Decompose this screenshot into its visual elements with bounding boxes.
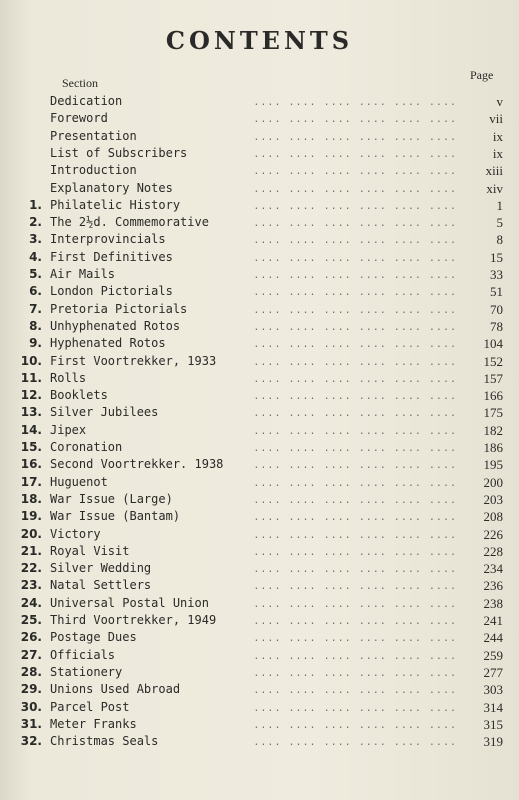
page-number: 314 [483,699,503,715]
page-number: 1 [496,197,503,213]
contents-row [18,475,503,492]
contents-row [18,146,503,163]
section-number: 19. [20,509,42,524]
section-number: 11. [20,370,42,385]
section-title: Officials [50,647,116,662]
page-number: 15 [490,249,503,265]
section-number: 8. [29,318,42,333]
section-title: War Issue (Large) [50,491,173,506]
section-title: Huguenot [50,474,108,489]
section-title: Silver Jubilees [50,405,159,420]
contents-row [18,405,503,422]
section-title: Jipex [50,422,87,437]
section-title: Presentation [50,128,137,143]
page-number: 5 [496,215,503,231]
dot-leader: .... .... .... .... .... .... [253,321,457,333]
dot-leader: .... .... .... .... .... .... [253,114,457,126]
page-number: 104 [483,336,503,352]
section-number: 25. [20,613,42,627]
contents-row [18,648,503,665]
section-title: Meter Franks [50,716,137,731]
contents-row [18,388,503,405]
section-column-header: Section [62,76,98,90]
section-title: Philatelic History [50,197,181,212]
dot-leader: .... .... .... .... .... .... [253,460,457,472]
dot-leader: .... .... .... .... .... .... [253,546,457,558]
dot-leader: .... .... .... .... .... .... [253,200,457,212]
section-number: 29. [20,682,42,697]
contents-row [18,250,503,267]
page-number: 259 [483,647,503,663]
page-number: xiii [485,163,503,179]
contents-row [18,129,503,146]
dot-leader: .... .... .... .... .... .... [253,667,457,679]
section-number: 31. [20,716,42,731]
page-number: 195 [483,457,503,473]
section-number: 20. [20,526,42,541]
page-number: ix [492,128,503,144]
page-number: 315 [483,716,503,732]
dot-leader: .... .... .... .... .... .... [253,529,457,541]
section-number: 1. [29,197,42,212]
page-number: 8 [496,232,503,248]
contents-row [18,371,503,388]
page-number: 234 [483,561,503,577]
dot-leader: .... .... .... .... .... .... [253,373,457,385]
section-number: 23. [20,578,42,593]
contents-row [18,440,503,457]
page-number: 303 [483,682,503,698]
dot-leader: .... .... .... .... .... .... [253,616,457,627]
section-number: 10. [20,353,42,368]
section-title: Dedication [50,94,123,108]
section-title: Interprovincials [50,232,166,247]
contents-row [18,284,503,301]
page-number: 228 [483,543,503,559]
page-number: 241 [483,613,503,628]
page-number: v [496,94,503,109]
contents-row [18,198,503,215]
section-number: 6. [29,284,42,299]
contents-row [18,561,503,578]
page-number: 175 [483,405,503,421]
dot-leader: .... .... .... .... .... .... [253,719,457,731]
dot-leader: .... .... .... .... .... .... [253,356,457,368]
page-number: 319 [483,734,503,750]
section-title: Foreword [50,111,108,126]
section-title: Second Voortrekker. 1938 [50,457,224,472]
dot-leader: .... .... .... .... .... .... [253,598,457,610]
contents-row [18,181,503,198]
page-number: 236 [483,578,503,594]
contents-row [18,111,503,128]
dot-leader: .... .... .... .... .... .... [253,581,457,593]
contents-row [18,544,503,561]
contents-row [18,232,503,249]
page-number: ix [492,145,503,161]
dot-leader: .... .... .... .... .... .... [253,131,457,143]
dot-leader: .... .... .... .... .... .... [253,512,457,524]
section-number: 5. [29,267,42,281]
page-number: 78 [490,318,503,334]
page-title: CONTENTS [165,26,354,55]
section-title: First Voortrekker, 1933 [50,353,217,368]
dot-leader: .... .... .... .... .... .... [253,685,457,697]
contents-row [18,319,503,336]
section-number: 17. [20,474,42,489]
section-title: Explanatory Notes [50,180,173,195]
section-title: Silver Wedding [50,561,152,576]
dot-leader: .... .... .... .... .... .... [253,633,457,645]
contents-row [18,267,503,284]
contents-row [18,457,503,474]
page-number: 244 [483,630,503,646]
section-title: War Issue (Bantam) [50,509,181,524]
dot-leader: .... .... .... .... .... .... [253,650,457,662]
dot-leader: .... .... .... .... .... .... [253,494,457,506]
page-number: vii [489,111,503,127]
page-number: 226 [483,526,503,542]
section-number: 15. [20,440,42,454]
contents-row [18,423,503,440]
section-title: Introduction [50,163,137,178]
section-title: Unions Used Abroad [50,682,181,697]
dot-leader: .... .... .... .... .... .... [253,183,457,195]
section-title: Coronation [50,440,123,454]
section-title: First Definitives [50,249,173,264]
section-title: London Pictorials [50,284,173,299]
section-number: 26. [20,630,42,645]
contents-row [18,717,503,734]
dot-leader: .... .... .... .... .... .... [253,304,457,316]
section-number: 14. [20,422,42,437]
section-title: Unhyphenated Rotos [50,318,181,333]
contents-row [18,215,503,232]
contents-row [18,630,503,647]
section-number: 12. [20,388,42,403]
section-number: 2. [29,215,42,230]
section-title: Booklets [50,388,108,403]
section-title: List of Subscribers [50,145,188,160]
contents-row [18,509,503,526]
page-column-header: Page [470,68,494,82]
section-title: Third Voortrekker, 1949 [50,613,217,627]
contents-row [18,596,503,613]
dot-leader: .... .... .... .... .... .... [253,408,457,420]
page-number: 186 [483,440,503,455]
dot-leader: .... .... .... .... .... .... [253,166,457,178]
page-number: 182 [483,422,503,438]
section-title: Parcel Post [50,699,130,714]
page-number: xiv [486,180,503,196]
section-number: 3. [29,232,42,247]
section-number: 22. [20,561,42,576]
dot-leader: .... .... .... .... .... .... [253,391,457,403]
dot-leader: .... .... .... .... .... .... [253,737,457,749]
page-number: 166 [483,388,503,404]
dot-leader: .... .... .... .... .... .... [253,235,457,247]
page-number: 157 [483,370,503,386]
contents-row [18,578,503,595]
dot-leader: .... .... .... .... .... .... [253,97,457,108]
section-number: 21. [20,543,42,558]
contents-row [18,336,503,353]
contents-row [18,527,503,544]
page-number: 277 [483,664,503,680]
dot-leader: .... .... .... .... .... .... [253,252,457,264]
dot-leader: .... .... .... .... .... .... [253,702,457,714]
section-number: 7. [29,301,42,316]
section-number: 28. [20,664,42,679]
section-title: Rolls [50,370,87,385]
section-title: Royal Visit [50,543,130,558]
page-number: 33 [490,267,503,282]
section-number: 9. [29,336,42,351]
contents-row [18,94,503,111]
section-title: Hyphenated Rotos [50,336,166,351]
page-number: 203 [483,491,503,507]
page-number: 200 [483,474,503,490]
page-number: 208 [483,509,503,525]
section-title: Universal Postal Union [50,595,209,610]
section-title: The 2½d. Commemorative [50,215,209,230]
contents-row [18,682,503,699]
section-title: Natal Settlers [50,578,152,593]
contents-row [18,665,503,682]
section-title: Stationery [50,664,123,679]
dot-leader: .... .... .... .... .... .... [253,218,457,230]
dot-leader: .... .... .... .... .... .... [253,564,457,576]
section-title: Pretoria Pictorials [50,301,188,316]
section-title: Victory [50,526,101,541]
section-number: 13. [20,405,42,420]
section-title: Postage Dues [50,630,137,645]
section-number: 30. [20,699,42,714]
contents-row [18,354,503,371]
dot-leader: .... .... .... .... .... .... [253,270,457,281]
contents-row [18,302,503,319]
contents-row [18,492,503,509]
section-number: 16. [20,457,42,472]
page-number: 238 [483,595,503,611]
section-number: 18. [20,491,42,506]
page-number: 51 [490,284,503,300]
section-title: Christmas Seals [50,734,159,749]
page-number: 152 [483,353,503,369]
dot-leader: .... .... .... .... .... .... [253,443,457,454]
contents-row [18,613,503,630]
dot-leader: .... .... .... .... .... .... [253,425,457,437]
section-number: 4. [29,249,42,264]
section-number: 24. [20,595,42,610]
dot-leader: .... .... .... .... .... .... [253,477,457,489]
section-title: Air Mails [50,267,116,281]
contents-row [18,734,503,751]
dot-leader: .... .... .... .... .... .... [253,339,457,351]
dot-leader: .... .... .... .... .... .... [253,287,457,299]
dot-leader: .... .... .... .... .... .... [253,148,457,160]
section-number: 27. [20,647,42,662]
section-number: 32. [20,734,42,749]
contents-row [18,700,503,717]
page-number: 70 [490,301,503,317]
contents-row [18,163,503,180]
